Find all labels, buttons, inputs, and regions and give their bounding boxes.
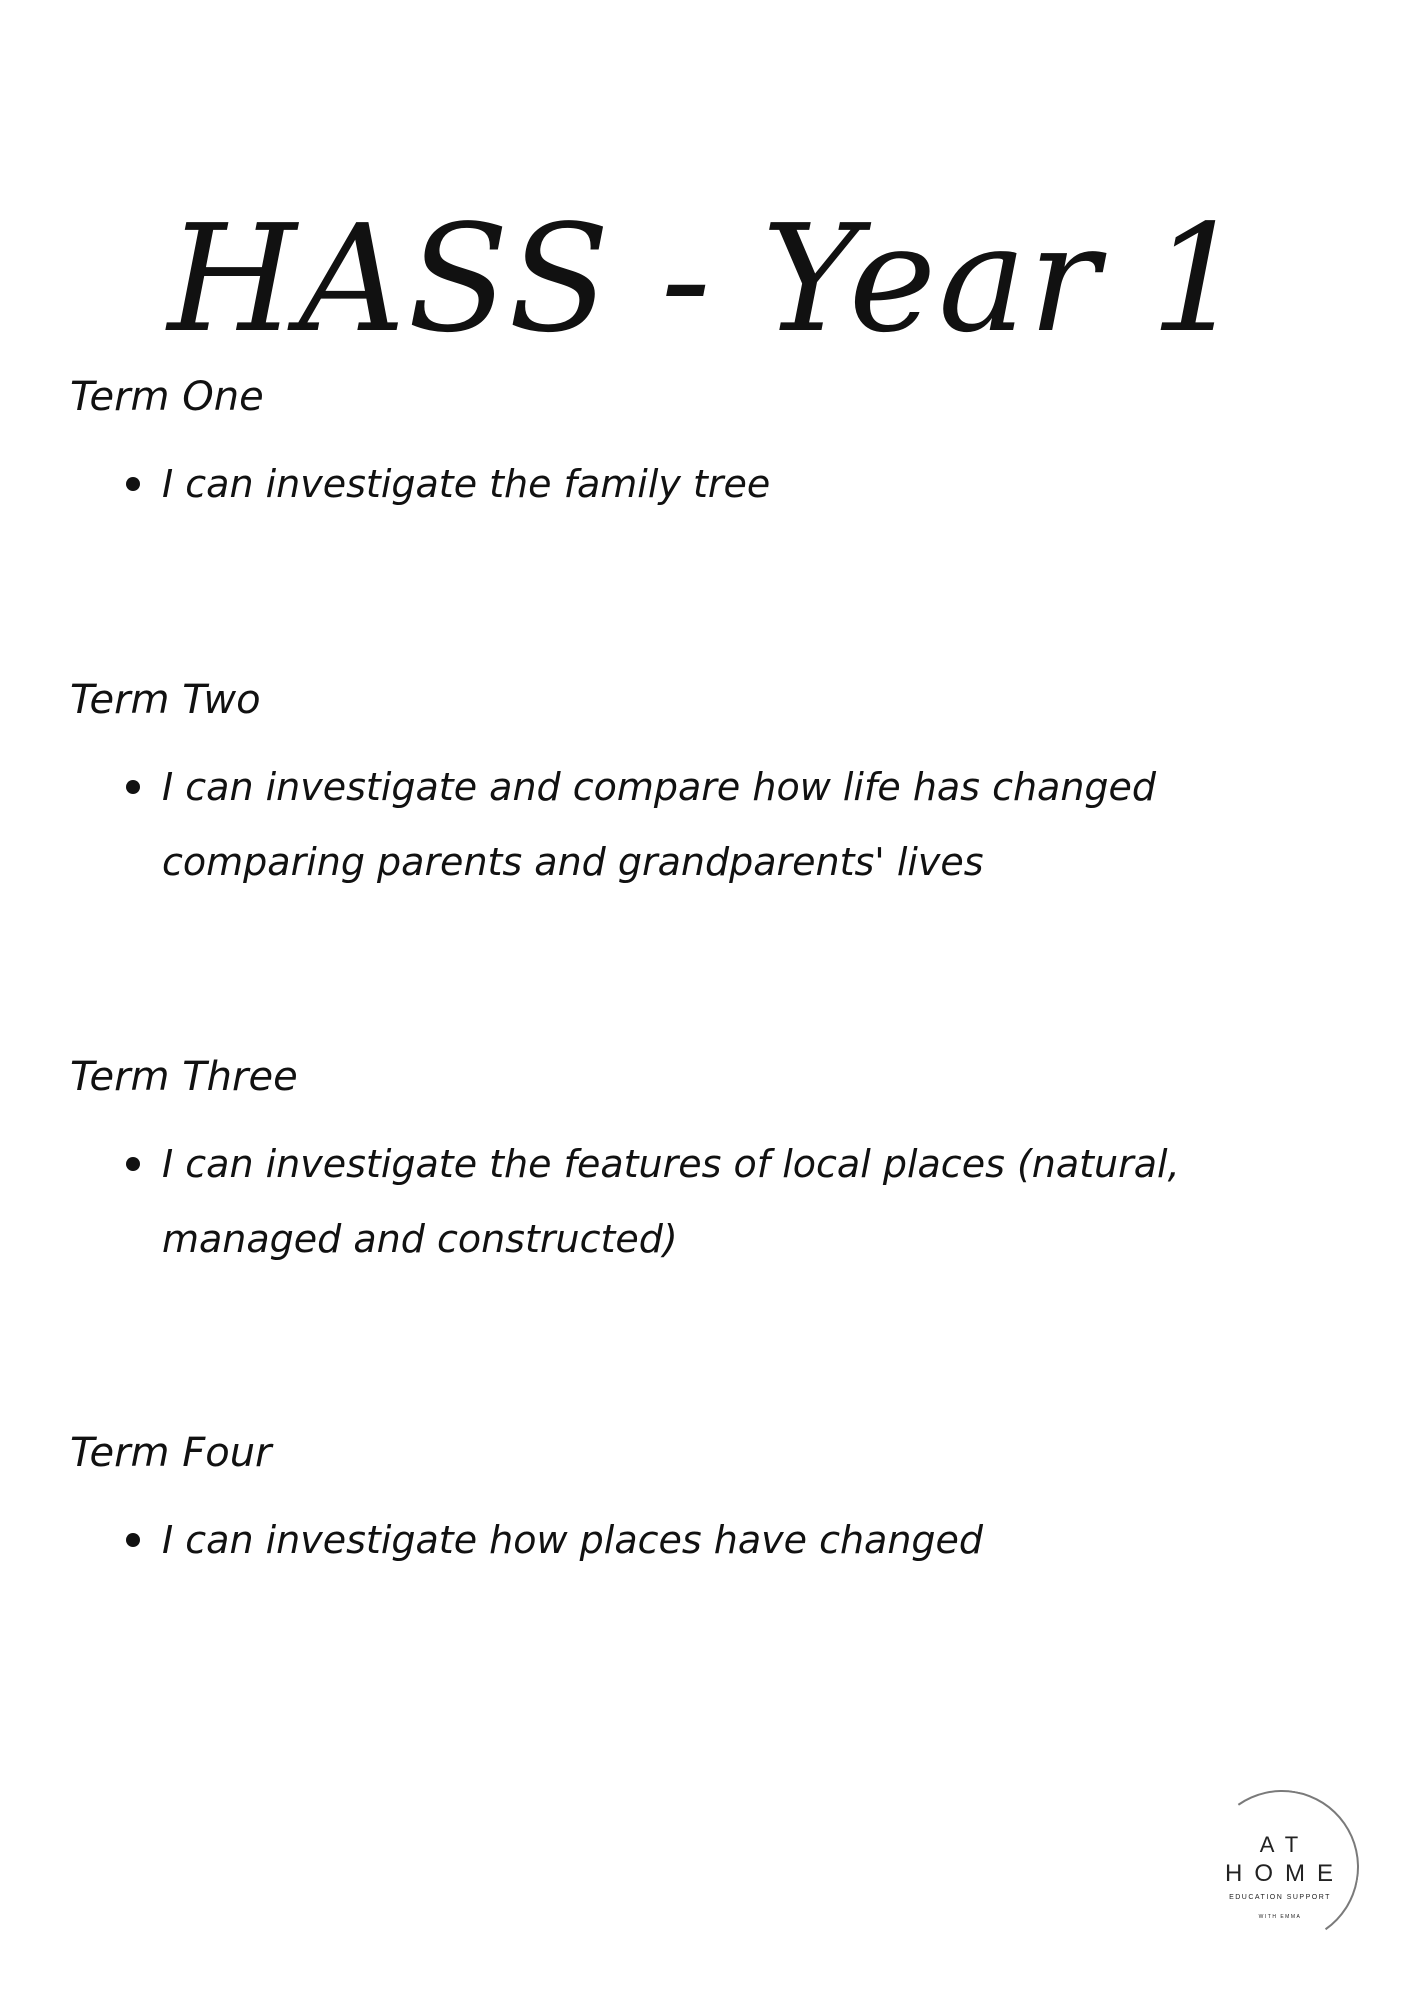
term-heading: Term Four <box>70 1430 272 1476</box>
brand-logo <box>1205 1790 1365 1950</box>
outcome-text: I can investigate how places have changed <box>162 1518 984 1562</box>
term-heading: Term Two <box>70 677 261 723</box>
term-one-section <box>70 372 1360 522</box>
term-outcomes-list <box>70 1127 1360 1277</box>
term-heading: Term One <box>70 374 264 420</box>
term-outcomes-list <box>70 447 1360 522</box>
outcome-text: I can investigate the features of local places (natural, managed and constructed) <box>162 1142 1180 1261</box>
term-four-section <box>70 1428 1360 1578</box>
outcome-text: I can investigate and compare how life has changed comparing parents and grandparents' lives <box>162 765 1157 884</box>
bullet-icon <box>126 1533 140 1547</box>
term-outcomes-list <box>70 1503 1360 1578</box>
outcome-item <box>70 1503 1360 1578</box>
bullet-icon <box>126 780 140 794</box>
bullet-icon <box>126 1157 140 1171</box>
outcome-text: I can investigate the family tree <box>162 462 771 506</box>
outcome-item <box>70 750 1360 900</box>
term-heading: Term Three <box>70 1054 298 1100</box>
logo-text-tagline: EDUCATION SUPPORT <box>1229 1894 1331 1901</box>
outcome-item <box>70 1127 1360 1277</box>
term-two-section <box>70 675 1360 900</box>
page-title: HASS - Year 1 <box>167 193 1247 366</box>
outcome-item <box>70 447 1360 522</box>
logo-text-home: HOME <box>1225 1860 1345 1887</box>
bullet-icon <box>126 477 140 491</box>
term-outcomes-list <box>70 750 1360 900</box>
logo-text-at: AT <box>1259 1832 1311 1857</box>
logo-text-byline: WITH EMMA <box>1258 1914 1302 1920</box>
term-three-section <box>70 1052 1360 1277</box>
